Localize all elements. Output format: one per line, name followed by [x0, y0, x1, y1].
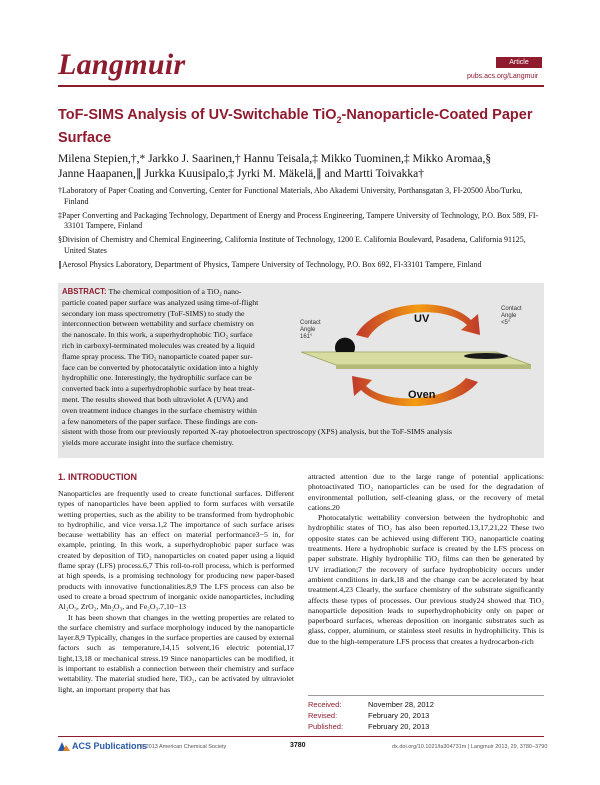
date-revised: Revised: February 20, 2013	[308, 711, 430, 720]
abstract-line: rich in carboxyl-terminated molecules was created by a liquid	[62, 340, 255, 350]
abstract-line: ment. The results showed that both ultraviolet A (UVA) and	[62, 394, 248, 404]
authors-line: Milena Stepien,†,* Jarkko J. Saarinen,† Hannu Teisala,‡ Mikko Tuominen,‡ Mikko Aromaa,§	[58, 153, 492, 165]
uv-label: UV	[414, 313, 430, 325]
body-column-right	[308, 472, 544, 647]
contact-angle-left-label: Angle	[300, 327, 316, 333]
affiliation: ∥Aerosol Physics Laboratory, Department of Physics, Tampere University of Technology, P.O. Box 692, FI-33101 Tampere, Finland	[58, 259, 482, 269]
affiliation: †Laboratory of Paper Coating and Converting, Center for Functional Materials, Abo Akademi University, Porthansgatan 3, FI-20500 Åbo/Turku, Finland	[58, 186, 523, 206]
article-type-badge: Article	[496, 57, 542, 68]
abstract-line: hydrophilic one. Interestingly, the hydrophilic surface can be	[62, 373, 252, 383]
affiliation: §Division of Chemistry and Chemical Engineering, California Institute of Technology, 1200 E. California Boulevard, Pasadena, California 91125, United States	[58, 235, 526, 255]
abstract-narrow-block	[62, 287, 292, 427]
contact-angle-left-label: Contact	[300, 320, 321, 326]
toc-graphic	[296, 290, 536, 415]
oven-label: Oven	[408, 389, 436, 401]
abstract-line: converted back into a superhydrophobic surface by heat treat-	[62, 384, 255, 394]
abstract-line: ABSTRACT: The chemical composition of a TiO₂ nano-	[62, 287, 242, 296]
abstract-label: ABSTRACT:	[62, 287, 107, 296]
affiliations	[58, 186, 544, 274]
abstract-line: face can be converted by photocatalytic oxidation into a highly	[62, 362, 259, 372]
paragraph: Nanoparticles are frequently used to create functional surfaces. Different types of nanoparticles have been applied to form surfaces with versatile wetting properties, such as the ability to be transformed from hydrophobic to hydrophilic, and vice versa.1,2 The importance of such surface arises because wettability has an effect on material performance3−5 in, for example, printing. In this work, a superhydrophobic paper surface was created by deposition of TiO₂ nanoparticles on coated paper using a liquid flame spray (LFS) process.6,7 This roll-to-roll process, which is performed at high speeds, is a promising technology for producing new paper-based products with innovative functionalities.8,9 The LFS process can also be used to create a broad spectrum of inorganic oxide nanoparticles, including Al₂O₃, ZrO₂, Mn₂O₃, and Fe₂O₃.7,10−13	[58, 489, 294, 612]
date-received: Received: November 28, 2012	[308, 700, 434, 709]
abstract-line: secondary ion mass spectrometry (ToF-SIMS) to study the	[62, 308, 245, 318]
journal-name: Langmuir	[58, 48, 186, 81]
abstract-line: oven treatment induce changes in the surface chemistry within	[62, 405, 257, 415]
paper-title: ToF-SIMS Analysis of UV-Switchable TiO$_2$-Nanoparticle-Coated Paper Surface	[58, 107, 533, 146]
date-published: Published: February 20, 2013	[308, 722, 430, 731]
paragraph: Photocatalytic wettability conversion between the hydrophobic and hydrophilic states of TiO₂ has also been reported.13,17,21,22 These two opposite states can be achieved using different TiO₂ nanoparticle coating treatments. Here a hydrophobic surface is created by the LFS process on paper substrate. Highly hydrophilic TiO₂ films can then be generated by UV irradiation;7 the recovery of surface hydrophobicity occurs under ambient conditions in dark,18 and the change can be accelerated by heat treatment.4,23 Clearly, the surface chemistry of the substrate significantly affects these types of processes. Our previous study24 showed that TiO₂ nanoparticle deposition leads to superhydrophobicity only on paper or paperboard surfaces, whereas deposition on inorganic substrates such as glass, copper, aluminum, or stainless steel results in hydrophilicity. This is due to the high-temperature LFS process that creates a hydrocarbon-rich	[308, 513, 544, 646]
contact-angle-left-value: 161°	[300, 334, 313, 340]
abstract-line: particle coated paper surface was analyzed using time-of-flight	[62, 297, 259, 307]
abstract-line: interconnection between wettability and surface chemistry on	[62, 319, 254, 329]
page-number: 3780	[290, 742, 306, 749]
body-column-left	[58, 489, 294, 695]
water-film-spread-icon	[464, 353, 508, 359]
journal-url[interactable]: pubs.acs.org/Langmuir	[467, 73, 539, 80]
abstract-line: sistent with those from our previously reported X-ray photoelectron spectroscopy (XPS) analysis, but the ToF-SIMS analysis	[62, 427, 452, 437]
section-heading: 1. INTRODUCTION	[58, 472, 138, 482]
publication-dates	[308, 695, 544, 732]
water-droplet-spherical-icon	[335, 338, 355, 352]
copyright: © 2013 American Chemical Society	[140, 744, 227, 750]
author-list	[58, 152, 544, 182]
authors-line: Janne Haapanen,∥ Jurkka Kuusipalo,‡ Jyrki M. Mäkelä,∥ and Martti Toivakka†	[58, 168, 424, 180]
affiliation: ‡Paper Converting and Packaging Technology, Department of Energy and Process Engineering, Tampere University of Technology, P.O. Box 589, FI-33101 Tampere, Finland	[58, 210, 539, 230]
doi-citation[interactable]: dx.doi.org/10.1021/la304731m | Langmuir 2013, 29, 3780−3790	[392, 744, 548, 750]
abstract-line: flame spray process. The TiO₂ nanoparticle coated paper sur-	[62, 351, 253, 361]
footer-rule	[58, 736, 544, 737]
contact-angle-right-label: Contact	[501, 306, 522, 312]
contact-angle-right-value: <5°	[501, 320, 511, 326]
abstract-line: yields more accurate insight into the surface chemistry.	[62, 438, 234, 448]
acs-publications-logo: ACS Publications	[58, 741, 147, 751]
contact-angle-right-label: Angle	[501, 313, 517, 319]
paragraph: It has been shown that changes in the wetting properties are related to the surface chemistry and surface morphology induced by the nanoparticle layer.8,9 Typically, changes in the surface properties are caused by external factors such as temperature,14,15 solvent,16 electric potential,17 light,13,18 or mechanical stress.19 Since nanoparticles can be modified, it is important to establish a connection between their chemistry and surface wettability. The material studied here, TiO₂, can be activated by ultraviolet light, an important property that has	[58, 612, 294, 694]
abstract-line: the nanoscale. In this work, a superhydrophobic TiO₂ surface	[62, 330, 253, 340]
header-rule	[58, 85, 544, 87]
paragraph: attracted attention due to the large range of potential applications: photoactivated TiO₂ nanoparticles can be used for the degradation of environmental pollution, self-cleaning glass, or the recovery of metal cations.20	[308, 472, 544, 512]
acs-logo-icon	[58, 742, 70, 751]
abstract-line: a few nanometers of the paper surface. These findings are con-	[62, 416, 258, 426]
